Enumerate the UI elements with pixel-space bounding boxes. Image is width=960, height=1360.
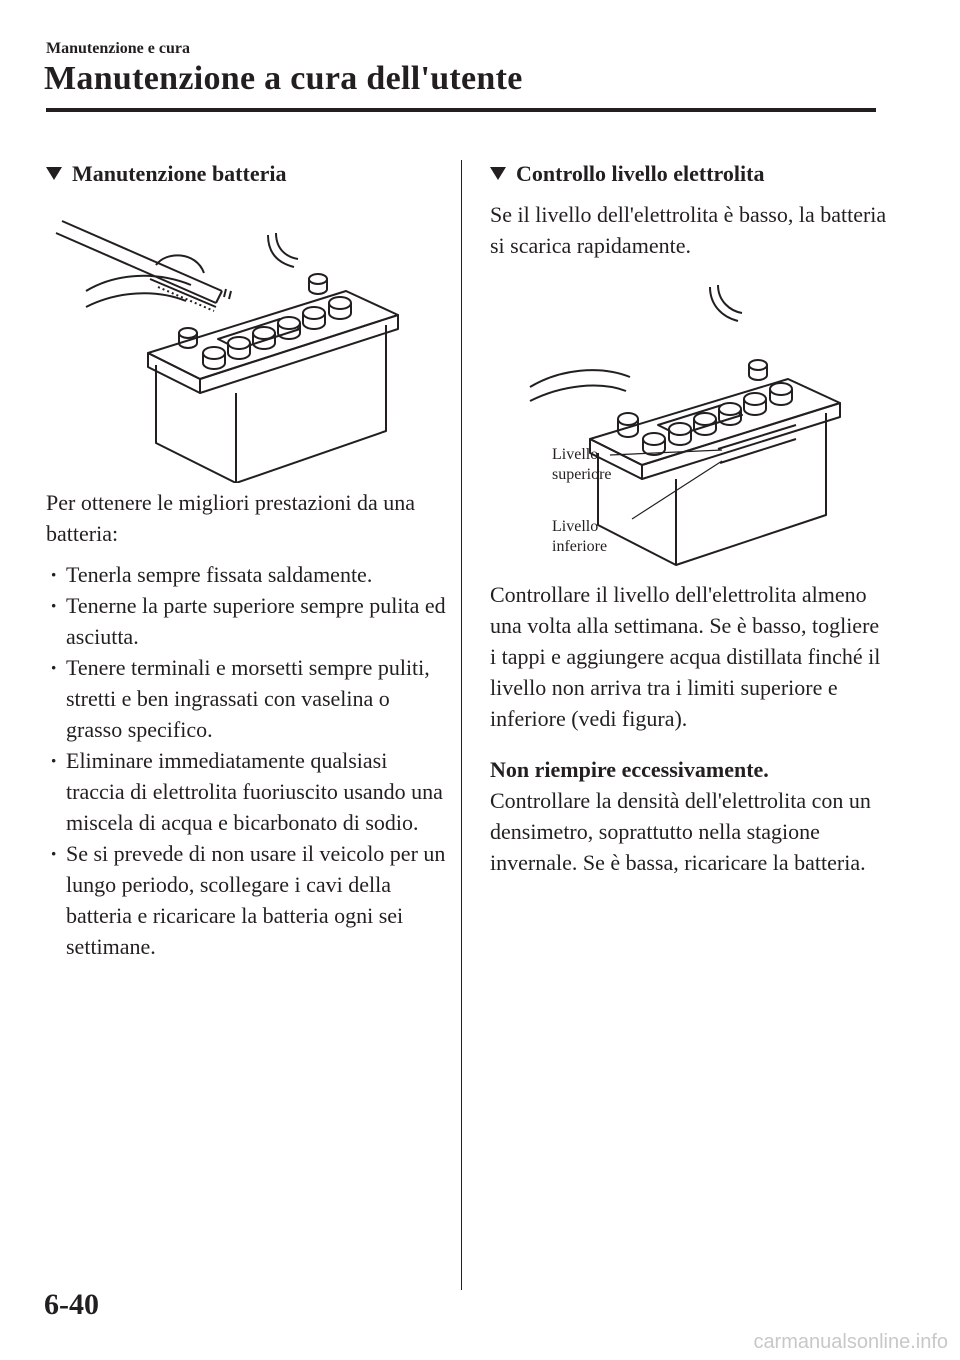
column-divider xyxy=(461,160,462,1290)
maintenance-bullet-list xyxy=(46,559,446,962)
upper-level-label-line1: Livello xyxy=(552,446,599,463)
list-item: · Tenerne la parte superiore sempre pulita ed asciutta. xyxy=(50,593,446,649)
section-heading-battery-maintenance xyxy=(46,158,446,189)
upper-level-label-line2: superiore xyxy=(552,466,612,483)
triangle-marker-icon xyxy=(46,167,62,180)
list-item: · Tenerla sempre fissata saldamente. xyxy=(50,562,373,587)
list-item: · Eliminare immediatamente qualsiasi traccia di elettrolita fuoriuscito usando una miscela di acqua e bicarbonato di sodio. xyxy=(50,748,443,835)
electrolyte-intro-paragraph: Se il livello dell'elettrolita è basso, la batteria si scarica rapidamente. xyxy=(490,202,887,258)
breadcrumb: Manutenzione e cura xyxy=(46,40,190,57)
electrolyte-level-illustration xyxy=(490,269,870,569)
list-item: · Se si prevede di non usare il veicolo per un lungo periodo, scollegare i cavi della batteria e ricaricare la batteria ogni sei settimane. xyxy=(50,841,446,959)
overfill-warning: Non riempire eccessivamente. xyxy=(490,757,769,782)
lower-level-label-line2: inferiore xyxy=(552,538,608,555)
density-paragraph: Controllare la densità dell'elettrolita con un densimetro, soprattutto nella stagione invernale. Se è bassa, ricaricare la batteria. xyxy=(490,788,871,875)
section-heading-text: Controllo livello elettrolita xyxy=(516,161,765,186)
lower-level-label-line1: Livello xyxy=(552,518,599,535)
right-column xyxy=(490,158,890,878)
title-rule xyxy=(46,108,876,112)
triangle-marker-icon xyxy=(490,167,506,180)
page-title: Manutenzione a cura dell'utente xyxy=(44,60,523,97)
intro-paragraph: Per ottenere le migliori prestazioni da una batteria: xyxy=(46,490,415,546)
section-heading-electrolyte-level xyxy=(490,158,890,189)
electrolyte-check-paragraph: Controllare il livello dell'elettrolita almeno una volta alla settimana. Se è basso, togliere i tappi e aggiungere acqua distillata finché il livello non arriva tra i limiti superiore e inferiore (vedi figura). xyxy=(490,582,881,731)
list-item: · Tenere terminali e morsetti sempre puliti, stretti e ben ingrassati con vaselina o grasso specifico. xyxy=(50,655,430,742)
left-column xyxy=(46,158,446,962)
battery-cleaning-illustration xyxy=(46,193,446,483)
page-number: 6-40 xyxy=(44,1288,99,1321)
watermark: carmanualsonline.info xyxy=(753,1331,948,1353)
section-heading-text: Manutenzione batteria xyxy=(72,161,287,186)
